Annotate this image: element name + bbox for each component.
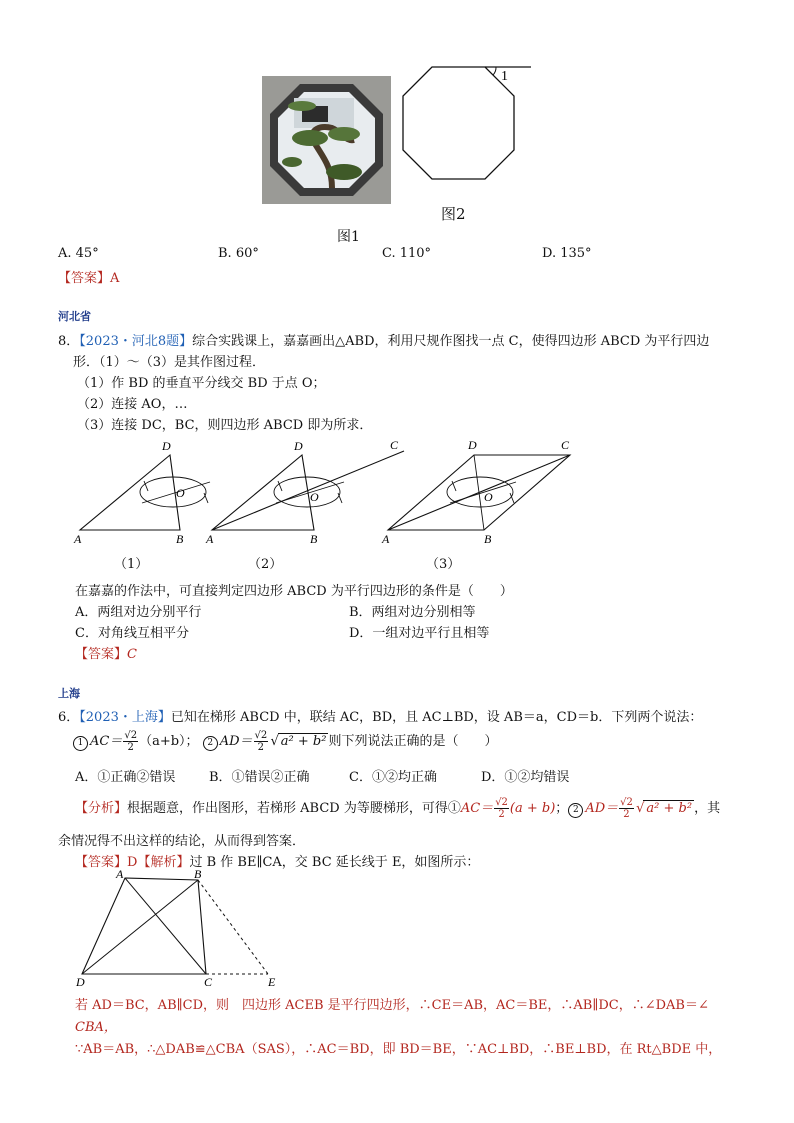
fig-label-2: （2）	[248, 557, 283, 572]
svg-text:A: A	[382, 532, 390, 546]
answer-tag: 【答案】	[58, 271, 111, 286]
jiexi-tag: 【解析】	[137, 855, 190, 870]
statement2-left: AD＝	[219, 734, 253, 749]
q6-solution-line2: CBA，	[75, 1020, 117, 1035]
trapezoid-figure	[70, 866, 290, 990]
statement1-right: （a+b）；	[139, 734, 199, 749]
q6-option-b: B．①错误②正确	[209, 770, 310, 785]
q6-solution-line1: 若 AD＝BC，AB∥CD，则 四边形 ACEB 是平行四边形，∴CE＝AB，AC＝BE，∴AB∥DC，∴∠DAB＝∠	[75, 998, 709, 1013]
svg-text:B: B	[194, 867, 202, 881]
q8-option-d: D．一组对边平行且相等	[349, 626, 490, 641]
q6-answer-tag: 【答案】	[75, 855, 128, 870]
svg-text:O: O	[310, 490, 319, 504]
answer-value: A	[110, 271, 120, 286]
q6-stem-line	[58, 706, 702, 725]
q6-number: 6．	[58, 710, 80, 725]
q8-number: 8．	[58, 334, 80, 349]
q8-stem-line1	[58, 330, 709, 349]
q8-step3: （3）连接 DC，BC，则四边形 ABCD 即为所求．	[77, 418, 373, 433]
svg-text:D: D	[468, 438, 477, 452]
q8-stem-line2: 形．（1）～（3）是其作图过程．	[73, 355, 266, 370]
statement1-fraction: $\frac{√2}{2}$	[124, 730, 138, 753]
svg-text:B: B	[310, 532, 318, 546]
svg-text:C: C	[390, 438, 399, 452]
q8-step1: （1）作 BD 的垂直平分线交 BD 于点 O；	[77, 376, 326, 391]
q8-source: 【2023・河北8题】	[79, 334, 193, 349]
svg-text:A: A	[116, 867, 124, 881]
q6-solution-line3: ∵AB＝AB，∴△DAB≌△CBA（SAS），∴AC＝BD，即 BD＝BE，∵AC⊥BD，∴BE⊥BD，在 Rt△BDE 中，	[75, 1042, 722, 1057]
svg-text:B: B	[176, 532, 184, 546]
svg-text:D: D	[162, 439, 171, 453]
statement2-right: 则下列说法正确的是（ ）	[328, 734, 498, 749]
svg-text:A: A	[74, 532, 82, 546]
q8-option-b: B．两组对边分别相等	[349, 605, 476, 620]
q8-option-c: C．对角线互相平分	[75, 626, 189, 641]
q8-question: 在嘉嘉的作法中，可直接判定四边形 ABCD 为平行四边形的条件是（ ）	[75, 584, 513, 599]
q6-option-a: A．①正确②错误	[75, 770, 176, 785]
svg-text:C: C	[561, 438, 570, 452]
q8-answer-line	[75, 643, 137, 662]
section-shanghai: 上海	[58, 687, 80, 700]
analysis-text1: 根据题意，作出图形，若梯形 ABCD 为等腰梯形，可得①	[127, 801, 461, 816]
svg-text:A: A	[206, 532, 214, 546]
svg-text:D: D	[294, 439, 303, 453]
fig-label-3: （3）	[426, 557, 461, 572]
q8-construction-figures	[70, 435, 590, 550]
q6-option-d: D．①②均错误	[481, 770, 570, 785]
q8-step2: （2）连接 AO，…	[77, 397, 188, 412]
q6-option-c: C．①②均正确	[349, 770, 437, 785]
svg-text:C: C	[204, 975, 213, 989]
octagon-diagram	[395, 62, 535, 187]
q8-answer-tag: 【答案】	[75, 647, 128, 662]
q6-statements: 1 AC＝ $\frac{√2}{2}$ （a+b）； 2 AD＝ $\frac{√2}{2}$ √ a² + b² 则下列说法正确的是（ ）	[73, 730, 497, 753]
q8-answer-value: C	[127, 647, 137, 662]
option-d: D. 135°	[542, 246, 592, 261]
q6-analysis-line1: 【分析】根据题意，作出图形，若梯形 ABCD 为等腰梯形，可得①AC＝ $\frac{√2}{2}$ (a + b)； 2 AD＝ $\frac{√2}{2}$ √ a² + b² ，其	[75, 797, 720, 820]
statement2-fraction: $\frac{√2}{2}$	[254, 730, 268, 753]
statement2-radical: √ a² + b²	[278, 733, 329, 749]
q6-stem: 已知在梯形 ABCD 中，联结 AC，BD，且 AC⊥BD，设 AB＝a，CD＝b．下列两个说法：	[170, 710, 703, 725]
analysis-tag: 【分析】	[75, 801, 128, 816]
q6-source: 【2023・上海】	[79, 710, 171, 725]
fig-label-1: （1）	[114, 557, 149, 572]
svg-text:B: B	[484, 532, 492, 546]
q6-answer-value: D	[127, 855, 138, 870]
option-a: A. 45°	[58, 246, 99, 261]
q8-stem1: 综合实践课上，嘉嘉画出△ABD，利用尺规作图找一点 C，使得四边形 ABCD 为平行四边	[192, 334, 710, 349]
jiexi-text: 过 B 作 BE∥CA，交 BC 延长线于 E，如图所示：	[189, 855, 480, 870]
svg-text:D: D	[76, 975, 85, 989]
q8-option-a: A．两组对边分别平行	[75, 605, 202, 620]
angle-1-label: 1	[501, 69, 508, 84]
svg-text:E: E	[268, 975, 276, 989]
octagon-window-photo	[262, 76, 391, 204]
q6-analysis-line2: 余情况得不出这样的结论，从而得到答案．	[58, 834, 306, 849]
answer-line	[58, 267, 119, 286]
option-c: C. 110°	[382, 246, 432, 261]
statement1-left: AC＝	[90, 734, 123, 749]
option-b: B. 60°	[218, 246, 259, 261]
fig2-caption: 图2	[441, 205, 466, 223]
svg-text:O: O	[484, 490, 493, 504]
section-hebei: 河北省	[58, 310, 91, 323]
fig1-caption: 图1	[337, 229, 360, 245]
svg-text:O: O	[176, 486, 185, 500]
